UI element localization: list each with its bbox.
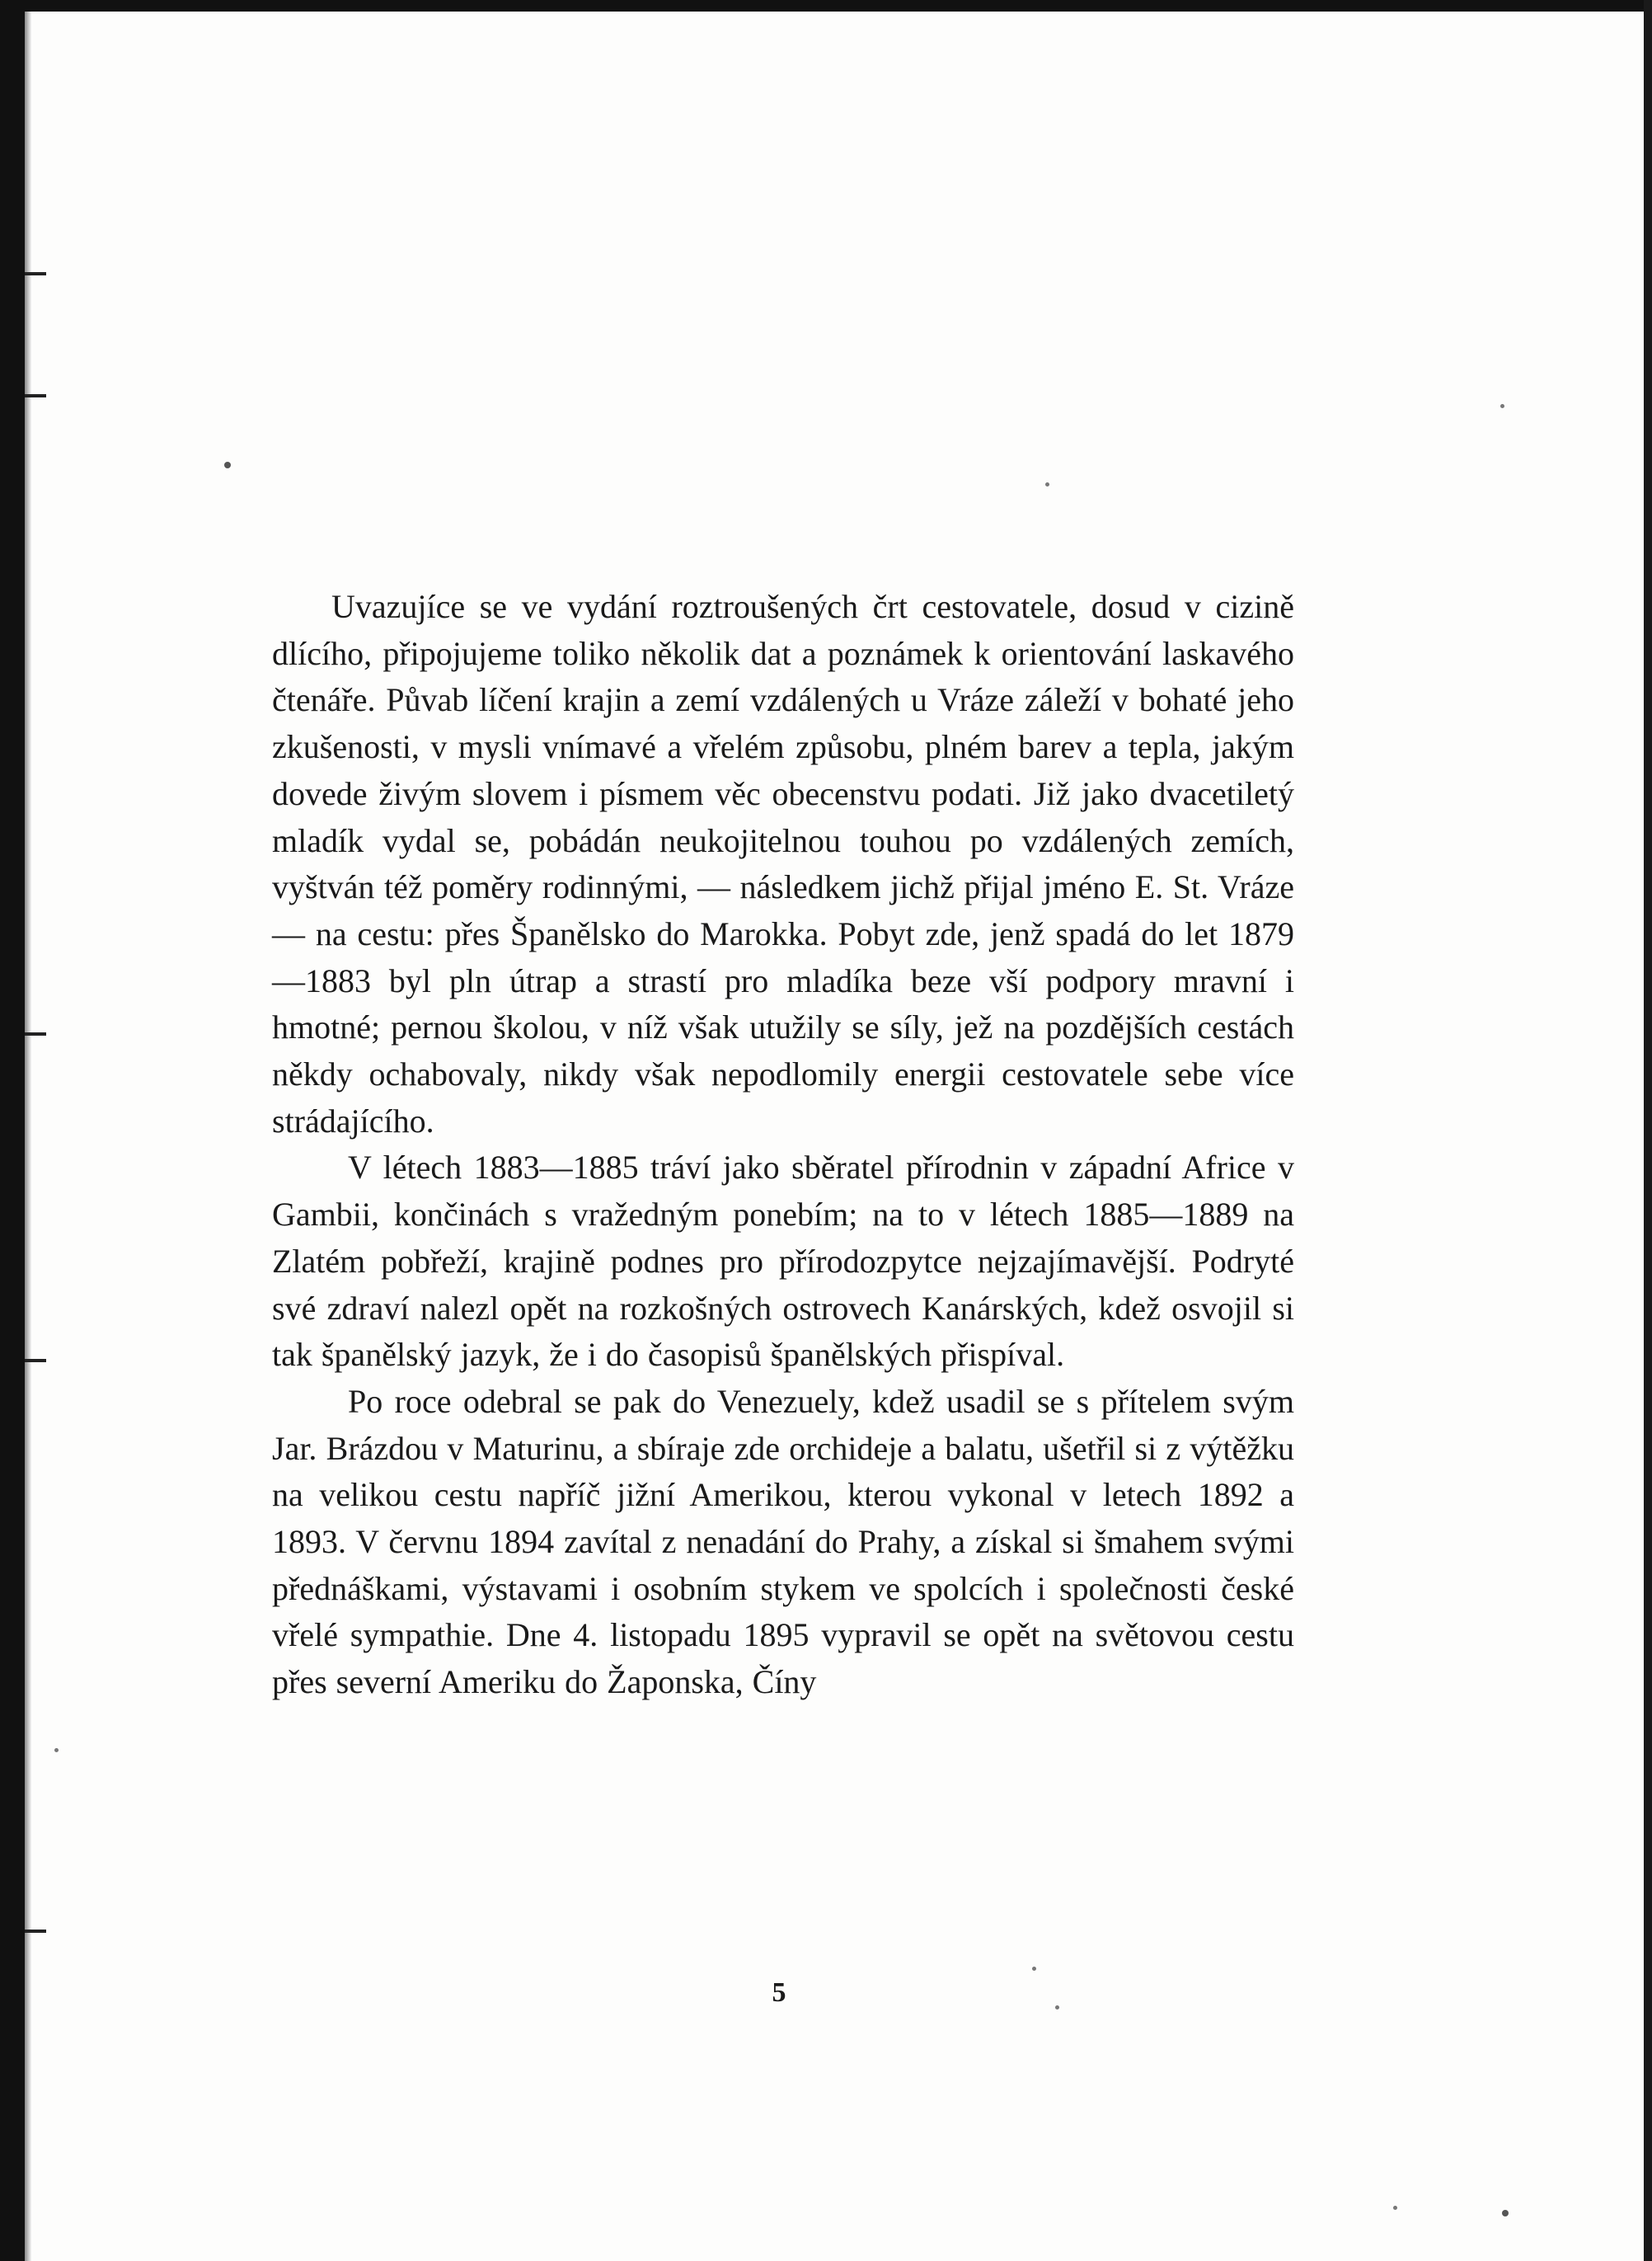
scan-speck (54, 1748, 59, 1752)
body-text (272, 584, 1294, 1706)
paragraph: Uvazujíce se ve vydání roztroušených črt cestovatele, dosud v cizině dlícího, připojujeme toliko několik dat a poznámek k orientování laskavého čtenáře. Půvab líčení krajin a zemí vzdálených u Vráze záleží v bohaté jeho zkušenosti, v mysli vnímavé a vřelém způsobu, plném barev a tepla, jakým dovede živým slovem i písmem věc obecenstvu podati. Již jako dvacetiletý mladík vydal se, pobádán neukojitelnou touhou po vzdálených zemích, vyštván též poměry rodinnými, — následkem jichž přijal jméno E. St. Vráze — na cestu: přes Španělsko do Marokka. Pobyt zde, jenž spadá do let 1879—1883 byl pln útrap a strastí pro mladíka beze vší podpory mravní i hmotné; pernou školou, v níž však utužily se síly, jež na pozdějších cestách někdy ochabovaly, nikdy však nepodlomily energii cestovatele sebe více strádajícího. (272, 588, 1294, 1140)
scan-speck (1045, 482, 1049, 487)
scan-speck (1502, 2210, 1509, 2216)
scan-border-right (1644, 0, 1652, 2261)
gutter-mark (25, 1032, 46, 1036)
scan-border-top (0, 0, 1652, 12)
scan-speck (224, 462, 231, 468)
gutter-mark (25, 1930, 46, 1933)
page-gutter-shadow (25, 12, 31, 2261)
scan-speck (1032, 1967, 1036, 1971)
scan-speck (1500, 404, 1504, 408)
scan-speck (1055, 2005, 1059, 2010)
gutter-mark (25, 272, 46, 275)
scan-border-left (0, 0, 25, 2261)
gutter-mark (25, 394, 46, 397)
gutter-mark (25, 1359, 46, 1362)
scan-speck (1393, 2206, 1397, 2210)
paragraph: V létech 1883—1885 tráví jako sběratel přírodnin v západní Africe v Gambii, končinách s vražedným ponebím; na to v létech 1885—1889 na Zlatém pobřeží, krajině podnes pro přírodozpytce nejzajímavější. Podryté své zdraví nalezl opět na rozkošných ostrovech Kanárských, kdež osvojil si tak španělský jazyk, že i do časopisů španělských přispíval. (272, 1149, 1294, 1374)
page-number: 5 (772, 1977, 786, 2008)
paragraph: Po roce odebral se pak do Venezuely, kdež usadil se s přítelem svým Jar. Brázdou v Maturinu, a sbíraje zde orchideje a balatu, ušetřil si z výtěžku na velikou cestu napříč jižní Amerikou, kterou vykonal v letech 1892 a 1893. V červnu 1894 zavítal z nenadání do Prahy, a získal si šmahem svými přednáškami, výstavami i osobním stykem ve spolcích i společnosti české vřelé sympathie. Dne 4. listopadu 1895 vypravil se opět na světovou cestu přes severní Ameriku do Žaponska, Číny (272, 1382, 1294, 1701)
